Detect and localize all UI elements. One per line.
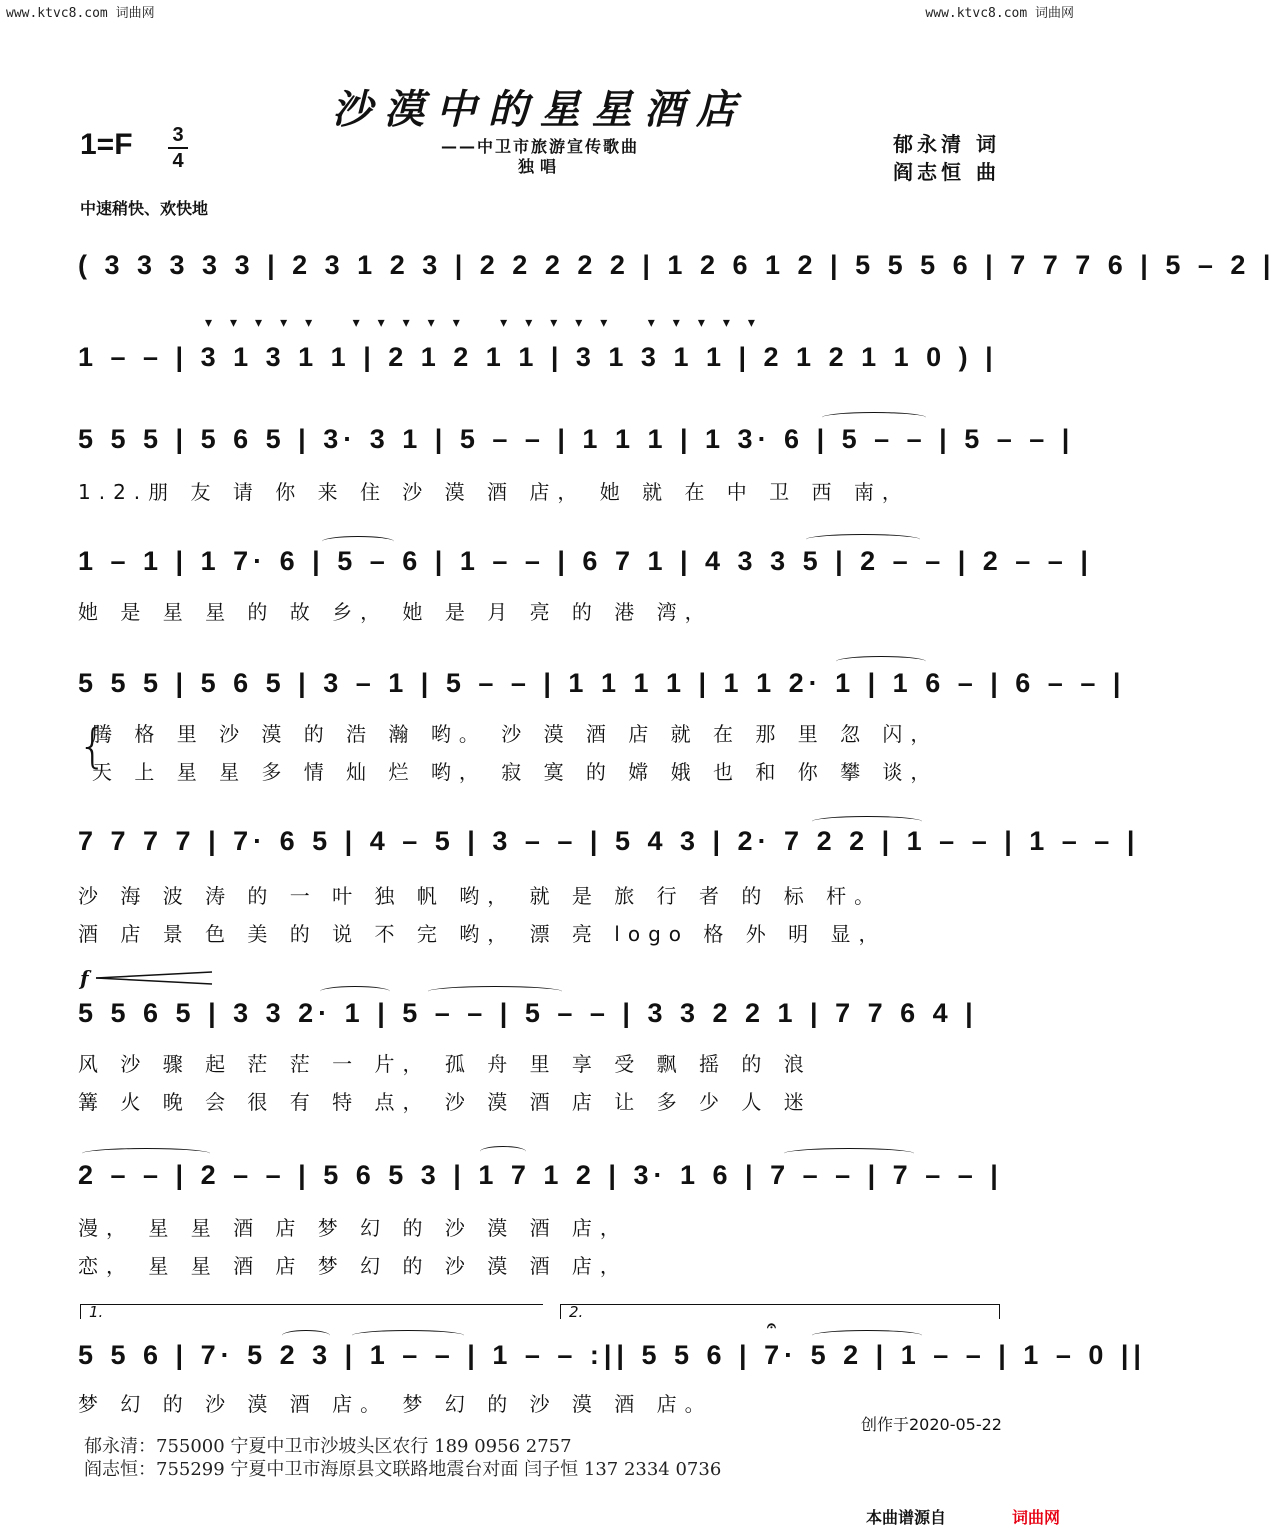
lyric-row-6-verse-1: 沙 海 波 涛 的 一 叶 独 帆 哟， 就 是 旅 行 者 的 标 杆。 bbox=[78, 884, 883, 908]
time-signature bbox=[168, 124, 188, 172]
notation-row-5: 5 5 5 | 5 6 5 | 3 – 1 | 5 – – | 1 1 1 1 | 1 1 2· 1 | 1 6 – | 6 – – | bbox=[78, 668, 1126, 698]
notation-row-2: 1 – – | 3 1 3 1 1 | 2 1 2 1 1 | 3 1 3 1 1 | 2 1 2 1 1 0 ) | bbox=[78, 342, 998, 372]
footer-source-label: 本曲谱源自 bbox=[866, 1508, 947, 1527]
slur-mark bbox=[320, 986, 390, 997]
tie-mark bbox=[822, 412, 926, 423]
lyric-row-6-verse-2: 酒 店 景 色 美 的 说 不 完 哟， 漂 亮 logo 格 外 明 显， bbox=[78, 922, 887, 946]
lyric-row-5-verse-2: 天 上 星 星 多 情 灿 烂 哟， 寂 寞 的 嫦 娥 也 和 你 攀 谈， bbox=[92, 760, 939, 784]
song-subtitle: ——中卫市旅游宣传歌曲 bbox=[440, 137, 639, 156]
first-ending-bracket bbox=[80, 1304, 543, 1319]
time-signature-line bbox=[168, 147, 188, 149]
creation-date: 创作于2020-05-22 bbox=[861, 1415, 1002, 1434]
second-ending-bracket bbox=[560, 1304, 1000, 1319]
lyricist-credit: 郁永清 词 bbox=[893, 132, 1000, 156]
staccato-marks: ▾▾▾▾▾ ▾▾▾▾▾ ▾▾▾▾▾ ▾▾▾▾▾ bbox=[205, 315, 773, 331]
crescendo-hairpin bbox=[96, 970, 212, 986]
notation-row-7: 5 5 6 5 | 3 3 2· 1 | 5 – – | 5 – – | 3 3 2 2 1 | 7 7 6 4 | bbox=[78, 998, 978, 1028]
slur-mark bbox=[480, 1146, 526, 1157]
tempo-marking: 中速稍快、欢快地 bbox=[80, 199, 209, 218]
lyric-row-8-verse-1: 漫， 星 星 酒 店 梦 幻 的 沙 漠 酒 店， bbox=[78, 1216, 628, 1240]
verse-brace: { bbox=[78, 719, 108, 773]
second-ending-label: 2. bbox=[569, 1303, 584, 1321]
dynamic-forte: f bbox=[80, 966, 89, 990]
lyric-row-7-verse-1: 风 沙 骤 起 茫 茫 一 片， 孤 舟 里 享 受 飘 摇 的 浪 bbox=[78, 1052, 812, 1076]
time-signature-bottom: 4 bbox=[172, 150, 184, 172]
time-signature-top: 3 bbox=[172, 124, 184, 146]
tie-mark bbox=[82, 1148, 210, 1159]
composer-credit: 阎志恒 曲 bbox=[893, 160, 1000, 184]
contact-lyricist: 郁永清：755000 宁夏中卫市沙坡头区农行 189 0956 2757 bbox=[84, 1436, 572, 1457]
lyric-row-9: 梦 幻 的 沙 漠 酒 店。 梦 幻 的 沙 漠 酒 店。 bbox=[78, 1392, 713, 1416]
tie-mark bbox=[836, 656, 926, 667]
watermark-right: www.ktvc8.com 词曲网 bbox=[925, 6, 1074, 21]
tie-mark bbox=[784, 1148, 914, 1159]
notation-row-8: 2 – – | 2 – – | 5 6 5 3 | 1 7 1 2 | 3· 1 6 | 7 – – | 7 – – | bbox=[78, 1160, 1003, 1190]
watermark-left: www.ktvc8.com 词曲网 bbox=[6, 6, 155, 21]
performance-type: 独唱 bbox=[517, 157, 562, 176]
first-ending-label: 1. bbox=[89, 1303, 104, 1321]
key-signature: 1=F bbox=[80, 128, 133, 161]
notation-row-6: 7 7 7 7 | 7· 6 5 | 4 – 5 | 3 – – | 5 4 3 | 2· 7 2 2 | 1 – – | 1 – – | bbox=[78, 826, 1140, 856]
notation-row-3: 5 5 5 | 5 6 5 | 3· 3 1 | 5 – – | 1 1 1 | 1 3· 6 | 5 – – | 5 – – | bbox=[78, 424, 1075, 454]
lyric-row-3: 1.2.朋 友 请 你 来 住 沙 漠 酒 店， 她 就 在 中 卫 西 南， bbox=[78, 480, 910, 504]
notation-row-4: 1 – 1 | 1 7· 6 | 5 – 6 | 1 – – | 6 7 1 | 4 3 3 5 | 2 – – | 2 – – | bbox=[78, 546, 1093, 576]
lyric-row-5-verse-1: 腾 格 里 沙 漠 的 浩 瀚 哟。 沙 漠 酒 店 就 在 那 里 忽 闪， bbox=[92, 722, 939, 746]
fermata-icon: 𝄐 bbox=[767, 1316, 776, 1335]
lyric-row-4: 她 是 星 星 的 故 乡， 她 是 月 亮 的 港 湾， bbox=[78, 600, 713, 624]
lyric-row-7-verse-2: 篝 火 晚 会 很 有 特 点， 沙 漠 酒 店 让 多 少 人 迷 bbox=[78, 1090, 812, 1114]
lyric-row-8-verse-2: 恋， 星 星 酒 店 梦 幻 的 沙 漠 酒 店， bbox=[78, 1254, 628, 1278]
notation-row-9: 5 5 6 | 7· 5 2 3 | 1 – – | 1 – – :|| 5 5 6 | 7· 5 2 | 1 – – | 1 – 0 || bbox=[78, 1340, 1146, 1370]
notation-row-1: ( 3 3 3 3 3 | 2 3 1 2 3 | 2 2 2 2 2 | 1 2 6 1 2 | 5 5 5 6 | 7 7 7 6 | 5 – 2 | bbox=[78, 250, 1275, 280]
tie-mark bbox=[806, 534, 920, 545]
contact-composer: 阎志恒：755299 宁夏中卫市海原县文联路地震台对面 闫子恒 137 2334 0736 bbox=[84, 1459, 722, 1480]
footer-site-logo[interactable]: 词曲网 bbox=[1012, 1508, 1061, 1527]
tie-mark bbox=[428, 986, 562, 997]
song-title: 沙漠中的星星酒店 bbox=[332, 86, 748, 133]
